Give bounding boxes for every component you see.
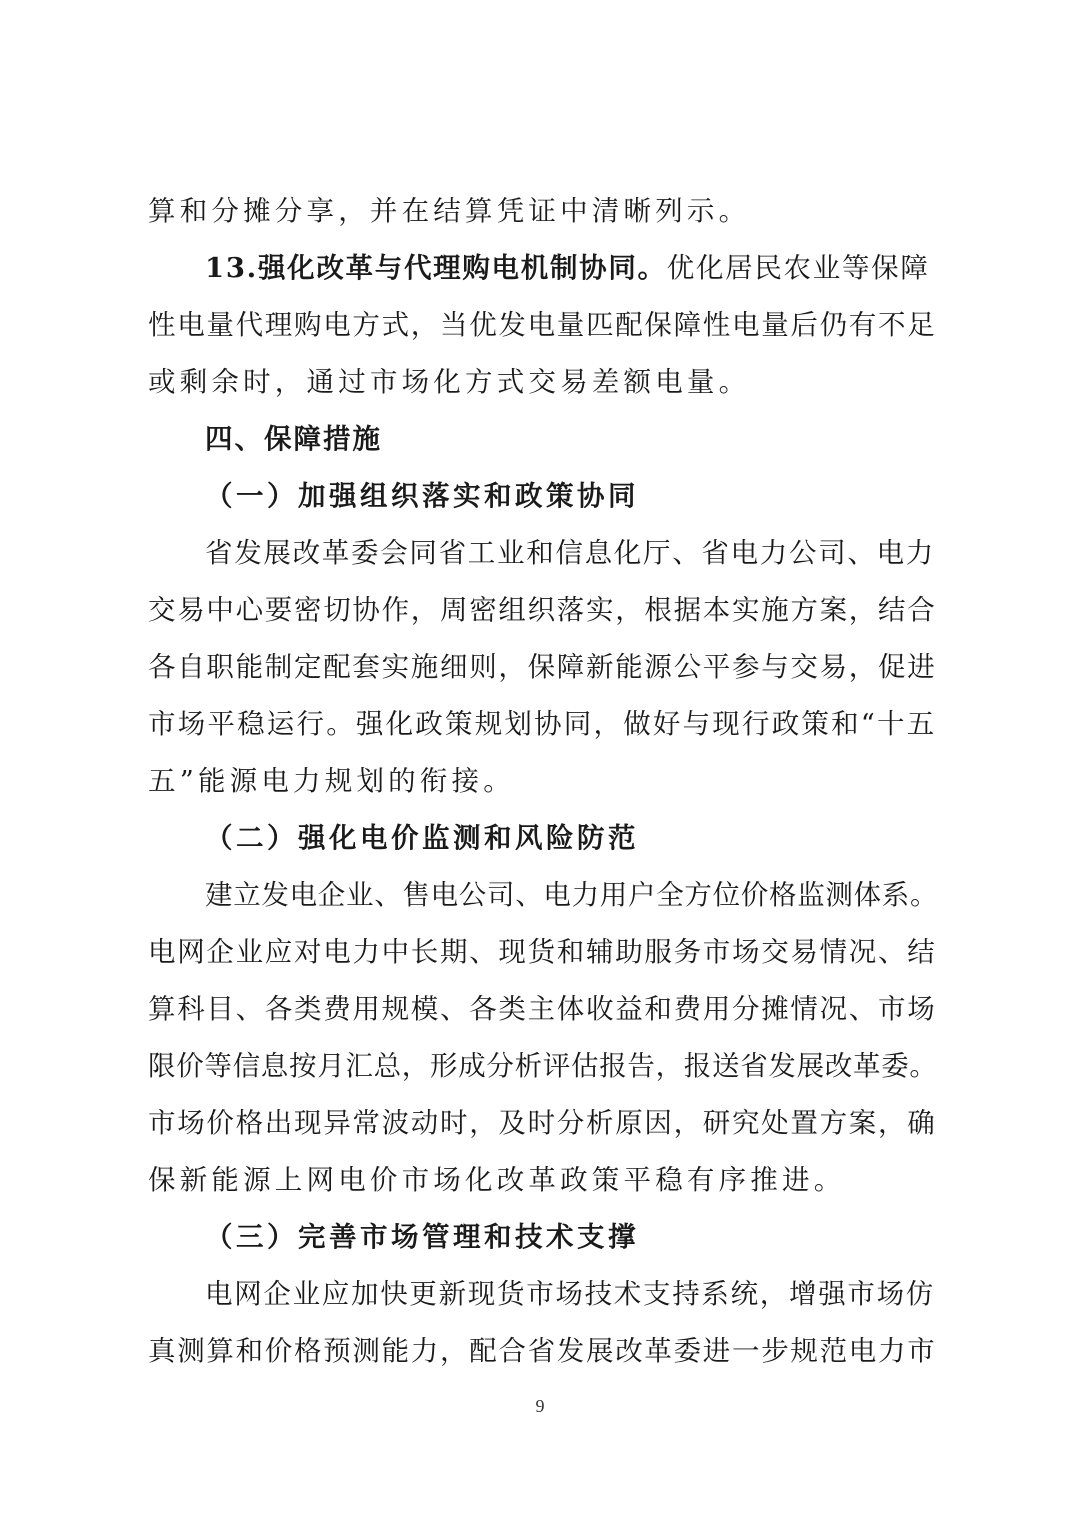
item-13-title: 13.强化改革与代理购电机制协同。 xyxy=(205,252,667,284)
body-text-line: 保新能源上网电价市场化改革政策平稳有序推进。 xyxy=(148,1164,846,1196)
body-text-line: 各自职能制定配套实施细则，保障新能源公平参与交易，促进 xyxy=(148,651,937,683)
subsection-heading: （三）完善市场管理和技术支撑 xyxy=(205,1221,639,1253)
subsection-heading: （二）强化电价监测和风险防范 xyxy=(205,822,639,854)
body-text-line: 省发展改革委会同省工业和信息化厅、省电力公司、电力 xyxy=(205,537,935,569)
body-text-line: 市场平稳运行。强化政策规划协同，做好与现行政策和“十五 xyxy=(148,708,937,740)
body-text-line: 算和分摊分享，并在结算凭证中清晰列示。 xyxy=(148,195,751,227)
body-text-line: 交易中心要密切协作，周密组织落实，根据本实施方案，结合 xyxy=(148,594,937,626)
body-text-line: 市场价格出现异常波动时，及时分析原因，研究处置方案，确 xyxy=(148,1107,937,1139)
body-text-line: 电网企业应加快更新现货市场技术支持系统，增强市场仿 xyxy=(205,1278,935,1310)
body-text-line: 限价等信息按月汇总，形成分析评估报告，报送省发展改革委。 xyxy=(148,1050,938,1082)
item-13-text: 优化居民农业等保障 xyxy=(666,252,930,284)
body-text-line: 五”能源电力规划的衔接。 xyxy=(148,765,515,797)
item-13-line xyxy=(205,240,938,297)
body-text-line: 性电量代理购电方式，当优发电量匹配保障性电量后仍有不足 xyxy=(148,309,937,341)
body-text-line: 或剩余时，通过市场化方式交易差额电量。 xyxy=(148,366,751,398)
subsection-heading: （一）加强组织落实和政策协同 xyxy=(205,480,639,512)
body-text-line: 电网企业应对电力中长期、现货和辅助服务市场交易情况、结 xyxy=(148,936,937,968)
body-text-line: 算科目、各类费用规模、各类主体收益和费用分摊情况、市场 xyxy=(148,993,937,1025)
body-text-line: 真测算和价格预测能力，配合省发展改革委进一步规范电力市 xyxy=(148,1335,937,1367)
body-text-line: 建立发电企业、售电公司、电力用户全方位价格监测体系。 xyxy=(205,879,939,911)
section-heading: 四、保障措施 xyxy=(205,423,382,455)
page-number: 9 xyxy=(535,1396,545,1416)
